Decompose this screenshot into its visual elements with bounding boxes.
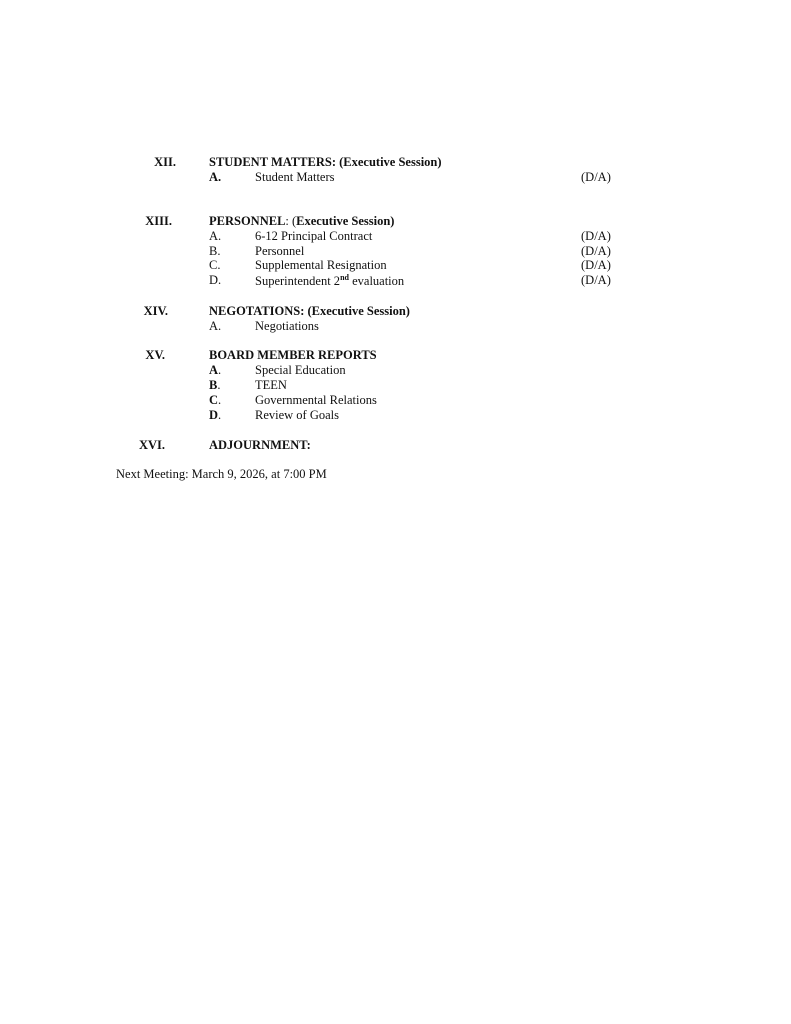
item-letter: A. [209,363,222,377]
item-status: (D/A) [581,273,611,287]
section-numeral: XV. [145,348,165,362]
section-numeral: XIII. [145,214,172,228]
ordinal-suffix: nd [340,273,349,282]
item-text: Negotiations [255,319,319,333]
item-letter: D. [209,408,222,422]
section-numeral: XII. [154,155,176,169]
item-status: (D/A) [581,258,611,272]
item-text [255,273,404,289]
item-letter: B. [209,378,221,392]
item-letter: C. [209,258,221,272]
item-status: (D/A) [581,244,611,258]
next-meeting-note: Next Meeting: March 9, 2026, at 7:00 PM [116,467,327,481]
section-title: NEGOTATIONS: (Executive Session) [209,304,410,318]
item-text: Student Matters [255,170,335,184]
section-title: BOARD MEMBER REPORTS [209,348,377,362]
title-part: : ( [285,214,297,228]
item-text: Personnel [255,244,305,258]
text-part: Superintendent 2 [255,274,341,288]
section-numeral: XVI. [138,438,165,452]
agenda-item [209,408,629,423]
agenda-item [209,170,629,185]
item-text: 6-12 Principal Contract [255,229,373,243]
agenda-item [209,378,629,393]
section-title [209,214,394,229]
item-letter: B. [209,244,221,258]
item-text: TEEN [255,378,287,392]
section-title: ADJOURNMENT: [209,438,311,452]
text-part: evaluation [348,274,405,288]
title-part: Executive Session) [296,214,395,228]
agenda-item [209,244,629,259]
item-text: Supplemental Resignation [255,258,387,272]
item-letter: D. [209,273,222,287]
item-status: (D/A) [581,229,611,243]
agenda-item [209,319,629,334]
agenda-item [209,229,629,244]
item-letter: C. [209,393,222,407]
item-status: (D/A) [581,170,611,184]
agenda-item [209,393,629,408]
agenda-item [209,273,629,288]
section-title: STUDENT MATTERS: (Executive Session) [209,155,442,169]
section-numeral: XIV. [143,304,168,318]
item-text: Governmental Relations [255,393,377,407]
title-part: PERSONNEL [209,214,286,228]
item-text: Review of Goals [255,408,340,422]
agenda-item [209,363,629,378]
agenda-item [209,258,629,273]
item-letter: A. [209,170,222,184]
item-text: Special Education [255,363,346,377]
item-letter: A. [209,319,222,333]
item-letter: A. [209,229,222,243]
